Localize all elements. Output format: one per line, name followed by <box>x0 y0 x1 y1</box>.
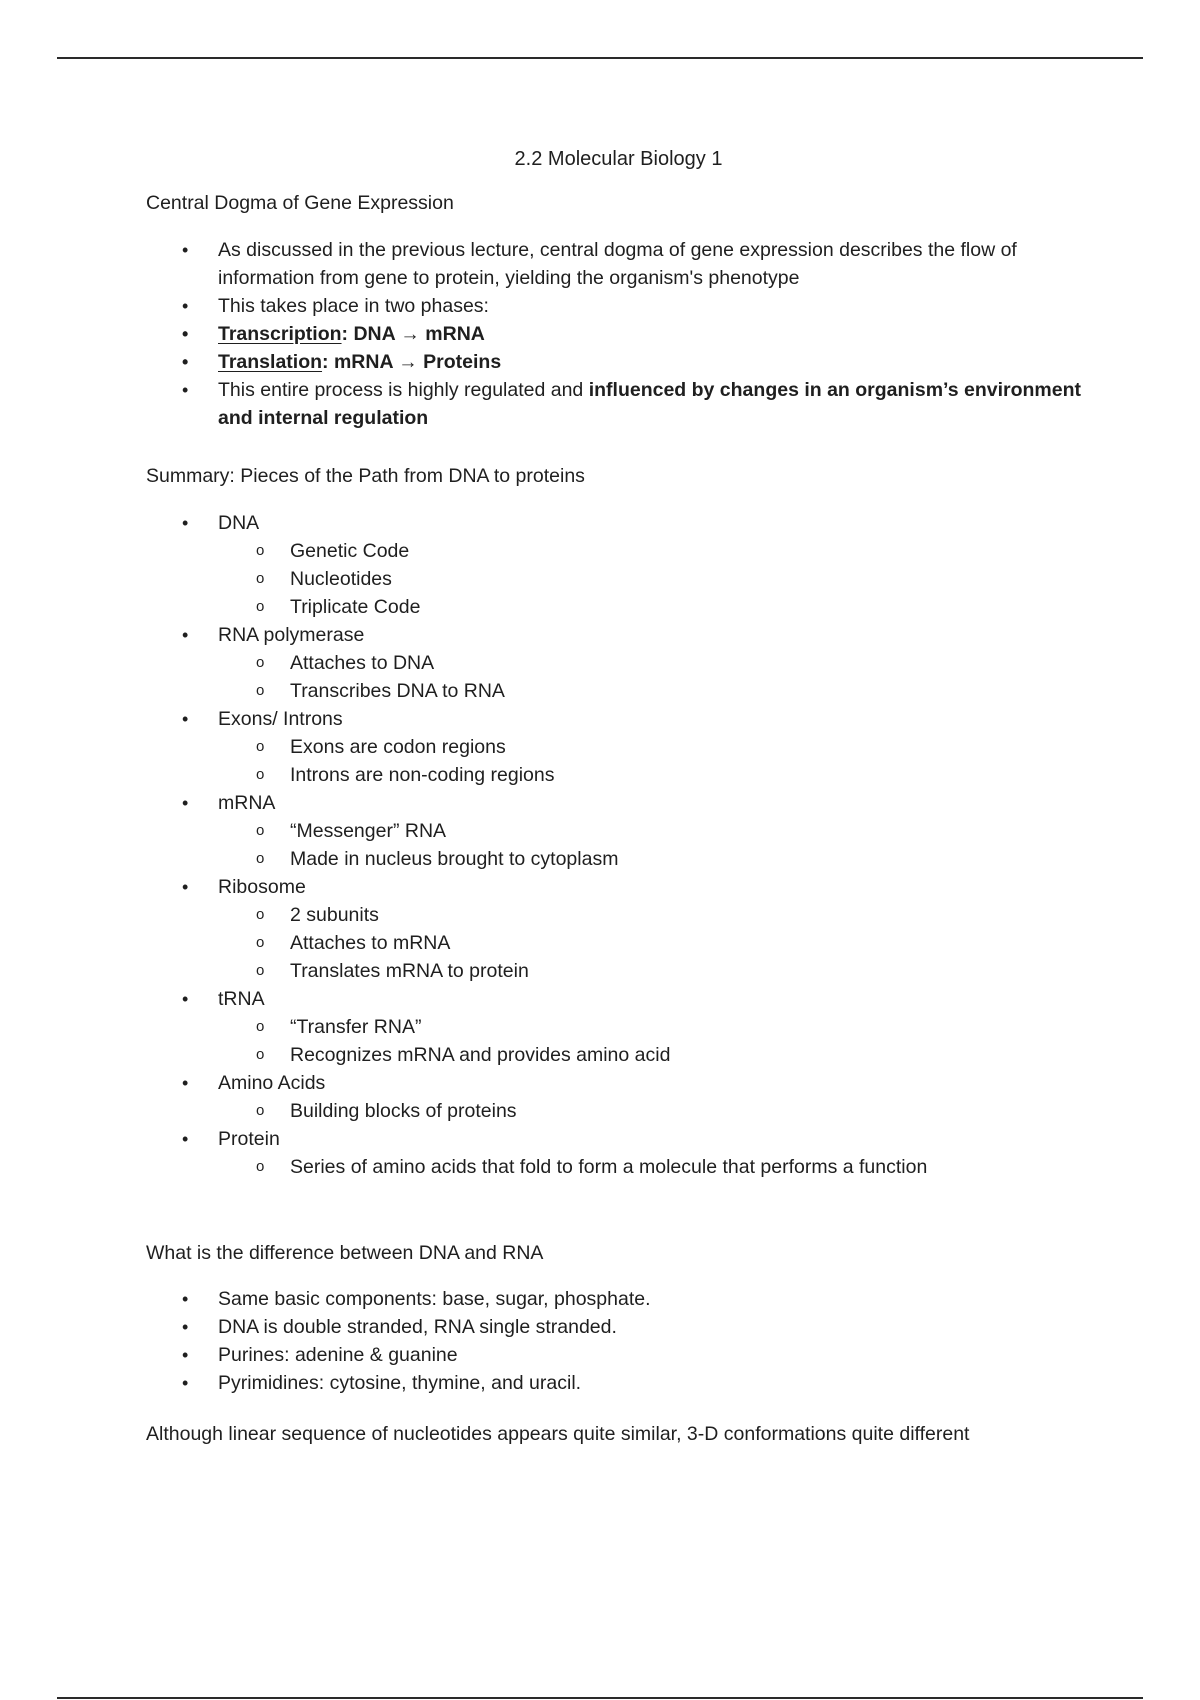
regulated-plain-text: This entire process is highly regulated and <box>218 379 589 401</box>
sub-list-item: o Exons are codon regions <box>218 733 1106 761</box>
list-item <box>146 873 1106 985</box>
item-label: DNA <box>218 512 260 534</box>
sub-list-item: o Made in nucleus brought to cytoplasm <box>218 845 1106 873</box>
sub-list-item: o Translates mRNA to protein <box>218 957 1106 985</box>
sub-list-item: o Attaches to mRNA <box>218 929 1106 957</box>
sub-list-item: o “Transfer RNA” <box>218 1013 1106 1041</box>
sub-list-item: o Attaches to DNA <box>218 649 1106 677</box>
sub-list-item: o Genetic Code <box>218 537 1106 565</box>
section-heading-summary: Summary: Pieces of the Path from DNA to proteins <box>146 465 585 487</box>
list-item <box>146 509 1106 621</box>
dna-rna-list <box>146 1285 1106 1397</box>
list-item <box>146 1069 1106 1125</box>
item-label: Amino Acids <box>218 1072 326 1094</box>
list-item <box>146 705 1106 789</box>
transcription-label: Transcription <box>218 323 342 345</box>
sub-list-item: o Series of amino acids that fold to form a molecule that performs a function <box>218 1153 1106 1181</box>
sub-list <box>218 817 1106 873</box>
sub-list <box>218 1153 1106 1181</box>
list-item <box>146 320 1106 348</box>
section-heading-dna-vs-rna: What is the difference between DNA and RNA <box>146 1242 544 1264</box>
list-item <box>146 985 1106 1069</box>
intro-line-1: • As discussed in the previous lecture, central dogma of gene expression describes the flow of <box>218 239 1017 261</box>
sub-list-item: o Recognizes mRNA and provides amino acid <box>218 1041 1106 1069</box>
summary-list <box>146 509 1106 1181</box>
sub-list-item: o “Messenger” RNA <box>218 817 1106 845</box>
list-item: • Same basic components: base, sugar, phosphate. <box>146 1285 1106 1313</box>
sub-list <box>218 901 1106 985</box>
sub-list-item: o Nucleotides <box>218 565 1106 593</box>
sub-list-item: o Building blocks of proteins <box>218 1097 1106 1125</box>
bottom-rule <box>57 1697 1143 1699</box>
list-item <box>146 236 1106 292</box>
item-label: Ribosome <box>218 876 306 898</box>
phases-text: This takes place in two phases: <box>218 295 489 317</box>
intro-line-2: information from gene to protein, yielding the organism's phenotype <box>218 267 800 289</box>
list-item: • Purines: adenine & guanine <box>146 1341 1106 1369</box>
sub-list <box>218 649 1106 705</box>
sub-list <box>218 537 1106 621</box>
top-rule <box>57 57 1143 59</box>
translation-label: Translation <box>218 351 323 373</box>
sub-list-item: o Transcribes DNA to RNA <box>218 677 1106 705</box>
page-title: 2.2 Molecular Biology 1 <box>514 148 723 170</box>
central-dogma-list <box>146 236 1106 432</box>
section-heading-central-dogma: Central Dogma of Gene Expression <box>146 192 454 214</box>
closing-paragraph: Although linear sequence of nucleotides appears quite similar, 3-D conformations quite different <box>146 1423 970 1445</box>
item-label: tRNA <box>218 988 265 1010</box>
list-item: • Pyrimidines: cytosine, thymine, and uracil. <box>146 1369 1106 1397</box>
transcription-text: : DNA → mRNA <box>341 323 485 345</box>
list-item <box>146 376 1106 432</box>
sub-list <box>218 1013 1106 1069</box>
list-item <box>146 621 1106 705</box>
list-item <box>146 292 1106 320</box>
sub-list-item: o Triplicate Code <box>218 593 1106 621</box>
item-label: Protein <box>218 1128 280 1150</box>
item-label: mRNA <box>218 792 276 814</box>
item-label: RNA polymerase <box>218 624 365 646</box>
sub-list <box>218 733 1106 789</box>
regulated-bold-text-1: influenced by changes in an organism’s environment <box>588 379 1082 401</box>
translation-text: : mRNA → Proteins <box>322 351 502 373</box>
regulated-bold-text-2: and internal regulation <box>218 407 429 429</box>
list-item <box>146 1125 1106 1181</box>
list-item <box>146 789 1106 873</box>
sub-list <box>218 1097 1106 1125</box>
sub-list-item: o Introns are non-coding regions <box>218 761 1106 789</box>
sub-list-item: o 2 subunits <box>218 901 1106 929</box>
item-label: Exons/ Introns <box>218 708 343 730</box>
list-item: • DNA is double stranded, RNA single stranded. <box>146 1313 1106 1341</box>
list-item <box>146 348 1106 376</box>
